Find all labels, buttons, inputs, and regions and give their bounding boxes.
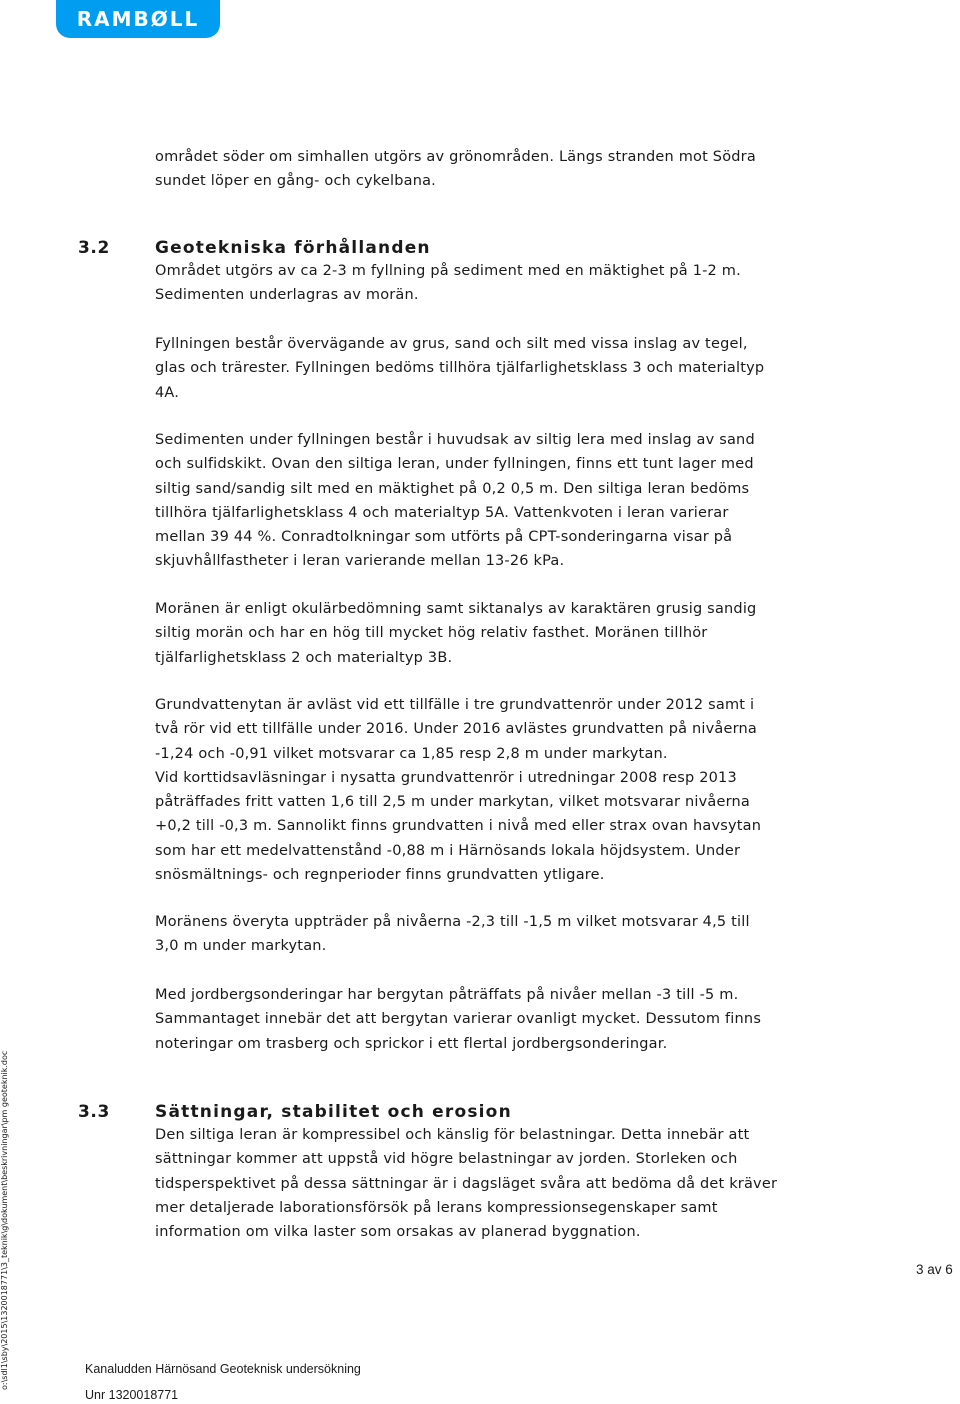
- footer-unr: Unr 1320018771: [85, 1388, 179, 1402]
- paragraph-bedrock: Med jordbergsonderingar har bergytan påträffats på nivåer mellan -3 till -5 m. Sammantaget innebär det att bergytan varierar ovanligt mycket. Dessutom finns noteringar om trasberg och sprickor i ett flertal jordbergsonderingar.: [155, 987, 762, 1052]
- section-title-geotechnical: Geotekniska förhållanden: [155, 238, 431, 258]
- paragraph-groundwater: Grundvattenytan är avläst vid ett tillfälle i tre grundvattenrör under 2012 samt i två rör vid ett tillfälle under 2016. Under 2016 avlästes grundvatten på nivåerna -1,24 och -0,91 vilket motsvarar ca 1,85 resp 2,8 m under markytan. Vid korttidsavläsningar i nysatta grundvattenrör i utredningar 2008 resp 2013 påträffades fritt vatten 1,6 till 2,5 m under markytan, vilket motsvarar nivåerna +0,2 till -0,3 m. Sannolikt finns grundvatten i nivå med eller strax ovan havsytan som har ett medelvattenstånd -0,88 m i Härnösands lokala höjdsystem. Under snösmältnings- och regnperioder finns grundvatten ytligare.: [155, 697, 762, 884]
- footer-project: Kanaludden Härnösand Geoteknisk undersökning: [85, 1362, 361, 1376]
- paragraph-area-layers: Området utgörs av ca 2-3 m fyllning på sediment med en mäktighet på 1-2 m. Sedimenten underlagras av morän.: [155, 263, 741, 304]
- paragraph-settlements: Den siltiga leran är kompressibel och känslig för belastningar. Detta innebär att sättningar kommer att uppstå vid högre belastningar av jorden. Storleken och tidsperspektivet på dessa sättningar är i dagsläget svåra att bedöma då det kräver mer detaljerade laborationsförsök på lerans kompressionsegenskaper samt information om vilka laster som orsakas av planerad byggnation.: [155, 1127, 778, 1241]
- section-number-3-2: 3.2: [78, 238, 110, 258]
- paragraph-moraine: Moränen är enligt okulärbedömning samt siktanalys av karaktären grusig sandig siltig morän och har en hög till mycket hög relativ fasthet. Moränen tillhör tjälfarlighetsklass 2 och materialtyp 3B.: [155, 601, 757, 666]
- rambol-logo: [56, 0, 220, 38]
- page-number: 3 av 6: [916, 1262, 953, 1277]
- section-number-3-3: 3.3: [78, 1102, 110, 1122]
- paragraph-fill: Fyllningen består övervägande av grus, sand och silt med vissa inslag av tegel, glas och trärester. Fyllningen bedöms tillhöra tjälfarlighetsklass 3 och materialtyp 4A.: [155, 336, 765, 401]
- paragraph-moraine-surface: Moränens överyta uppträder på nivåerna -2,3 till -1,5 m vilket motsvarar 4,5 till 3,0 m under markytan.: [155, 914, 750, 955]
- section-title-settlements: Sättningar, stabilitet och erosion: [155, 1102, 512, 1122]
- logo-text: RAMBØLL: [76, 7, 200, 31]
- document-path: o:\sdl1\sby\2015\1320018771\3_teknik\g\dokument\beskrivningar\pm geoteknik.doc: [0, 1050, 9, 1390]
- paragraph-area-description: området söder om simhallen utgörs av grönområden. Längs stranden mot Södra sundet löper en gång- och cykelbana.: [155, 149, 756, 190]
- paragraph-sediment: Sedimenten under fyllningen består i huvudsak av siltig lera med inslag av sand och sulfidskikt. Ovan den siltiga leran, under fyllningen, finns ett tunt lager med siltig sand/sandig silt med en mäktighet på 0,2 0,5 m. Den siltiga leran bedöms tillhöra tjälfarlighetsklass 4 och materialtyp 5A. Vattenkvoten i leran varierar mellan 39 44 %. Conradtolkningar som utförts på CPT-sonderingarna visar på skjuvhållfastheter i leran varierande mellan 13-26 kPa.: [155, 432, 755, 570]
